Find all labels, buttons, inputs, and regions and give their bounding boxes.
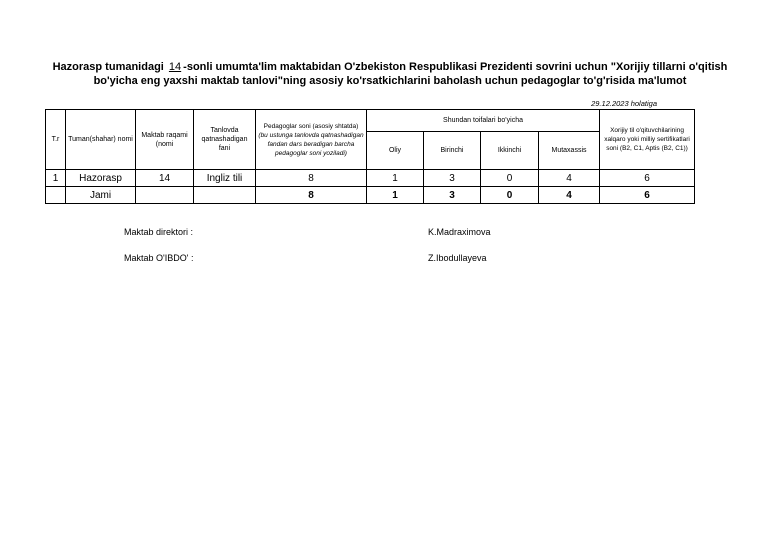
cell-school-number: 14 [136,170,194,187]
cell-birinchi: 3 [424,170,481,187]
header-tr: T.r [46,110,66,170]
header-oliy: Oliy [367,132,424,170]
table-total-row [46,187,695,204]
header-teachers-note: (bu ustunga tanlovda qatnashadigan fandan dars beradigan barcha pedagoglar soni yoziladi) [258,131,364,157]
table-header-row-1 [46,110,695,132]
header-certificates: Xorijiy til o'qituvchilarining xalqaro yoki milliy sertifikatlari soni (B2, C1, Aptis (B2, C1)) [600,110,695,170]
header-school-number: Maktab raqami (nomi [136,110,194,170]
total-oliy: 1 [367,187,424,204]
header-teachers-main: Pedagoglar soni (asosiy shtatda) [263,122,359,130]
title-line-1 [40,60,740,74]
cell-teachers: 8 [256,170,367,187]
total-teachers: 8 [256,187,367,204]
teachers-table [45,109,695,204]
deputy-name: Z.Ibodullayeva [428,253,487,263]
total-label: Jami [66,187,136,204]
document-title [40,60,740,88]
total-birinchi: 3 [424,187,481,204]
header-categories-group: Shundan toifalari bo'yicha [367,110,600,132]
cell-subject: Ingliz tili [194,170,256,187]
table-row [46,170,695,187]
title-line-2: bo'yicha eng yaxshi maktab tanlovi"ning asosiy ko'rsatkichlarini baholash uchun pedagoglar to'g'risida ma'lumot [93,75,687,87]
header-district: Tuman(shahar) nomi [66,110,136,170]
total-ikkinchi: 0 [481,187,539,204]
title-suffix: -sonli umumta'lim maktabidan O'zbekiston Respublikasi Prezidenti sovrini uchun "Xorijiy tillarni o'qitish [183,61,728,73]
cell-certificates: 6 [600,170,695,187]
total-empty-tr [46,187,66,204]
report-date: 29.12.2023 holatiga [591,99,657,108]
cell-district: Hazorasp [66,170,136,187]
total-certificates: 6 [600,187,695,204]
total-empty-subject [194,187,256,204]
total-mutaxassis: 4 [539,187,600,204]
cell-mutaxassis: 4 [539,170,600,187]
header-ikkinchi: Ikkinchi [481,132,539,170]
header-birinchi: Birinchi [424,132,481,170]
header-subject: Tanlovda qatnashadigan fani [194,110,256,170]
cell-ikkinchi: 0 [481,170,539,187]
cell-oliy: 1 [367,170,424,187]
director-label: Maktab direktori : [124,227,194,237]
school-number-underlined: 14 [168,61,182,73]
cell-tr: 1 [46,170,66,187]
title-prefix: Hazorasp tumanidagi [52,61,164,73]
header-teachers [256,110,367,170]
deputy-label: Maktab O'IBDO' : [124,253,194,263]
director-name: K.Madraximova [428,227,491,237]
header-mutaxassis: Mutaxassis [539,132,600,170]
total-empty-school [136,187,194,204]
